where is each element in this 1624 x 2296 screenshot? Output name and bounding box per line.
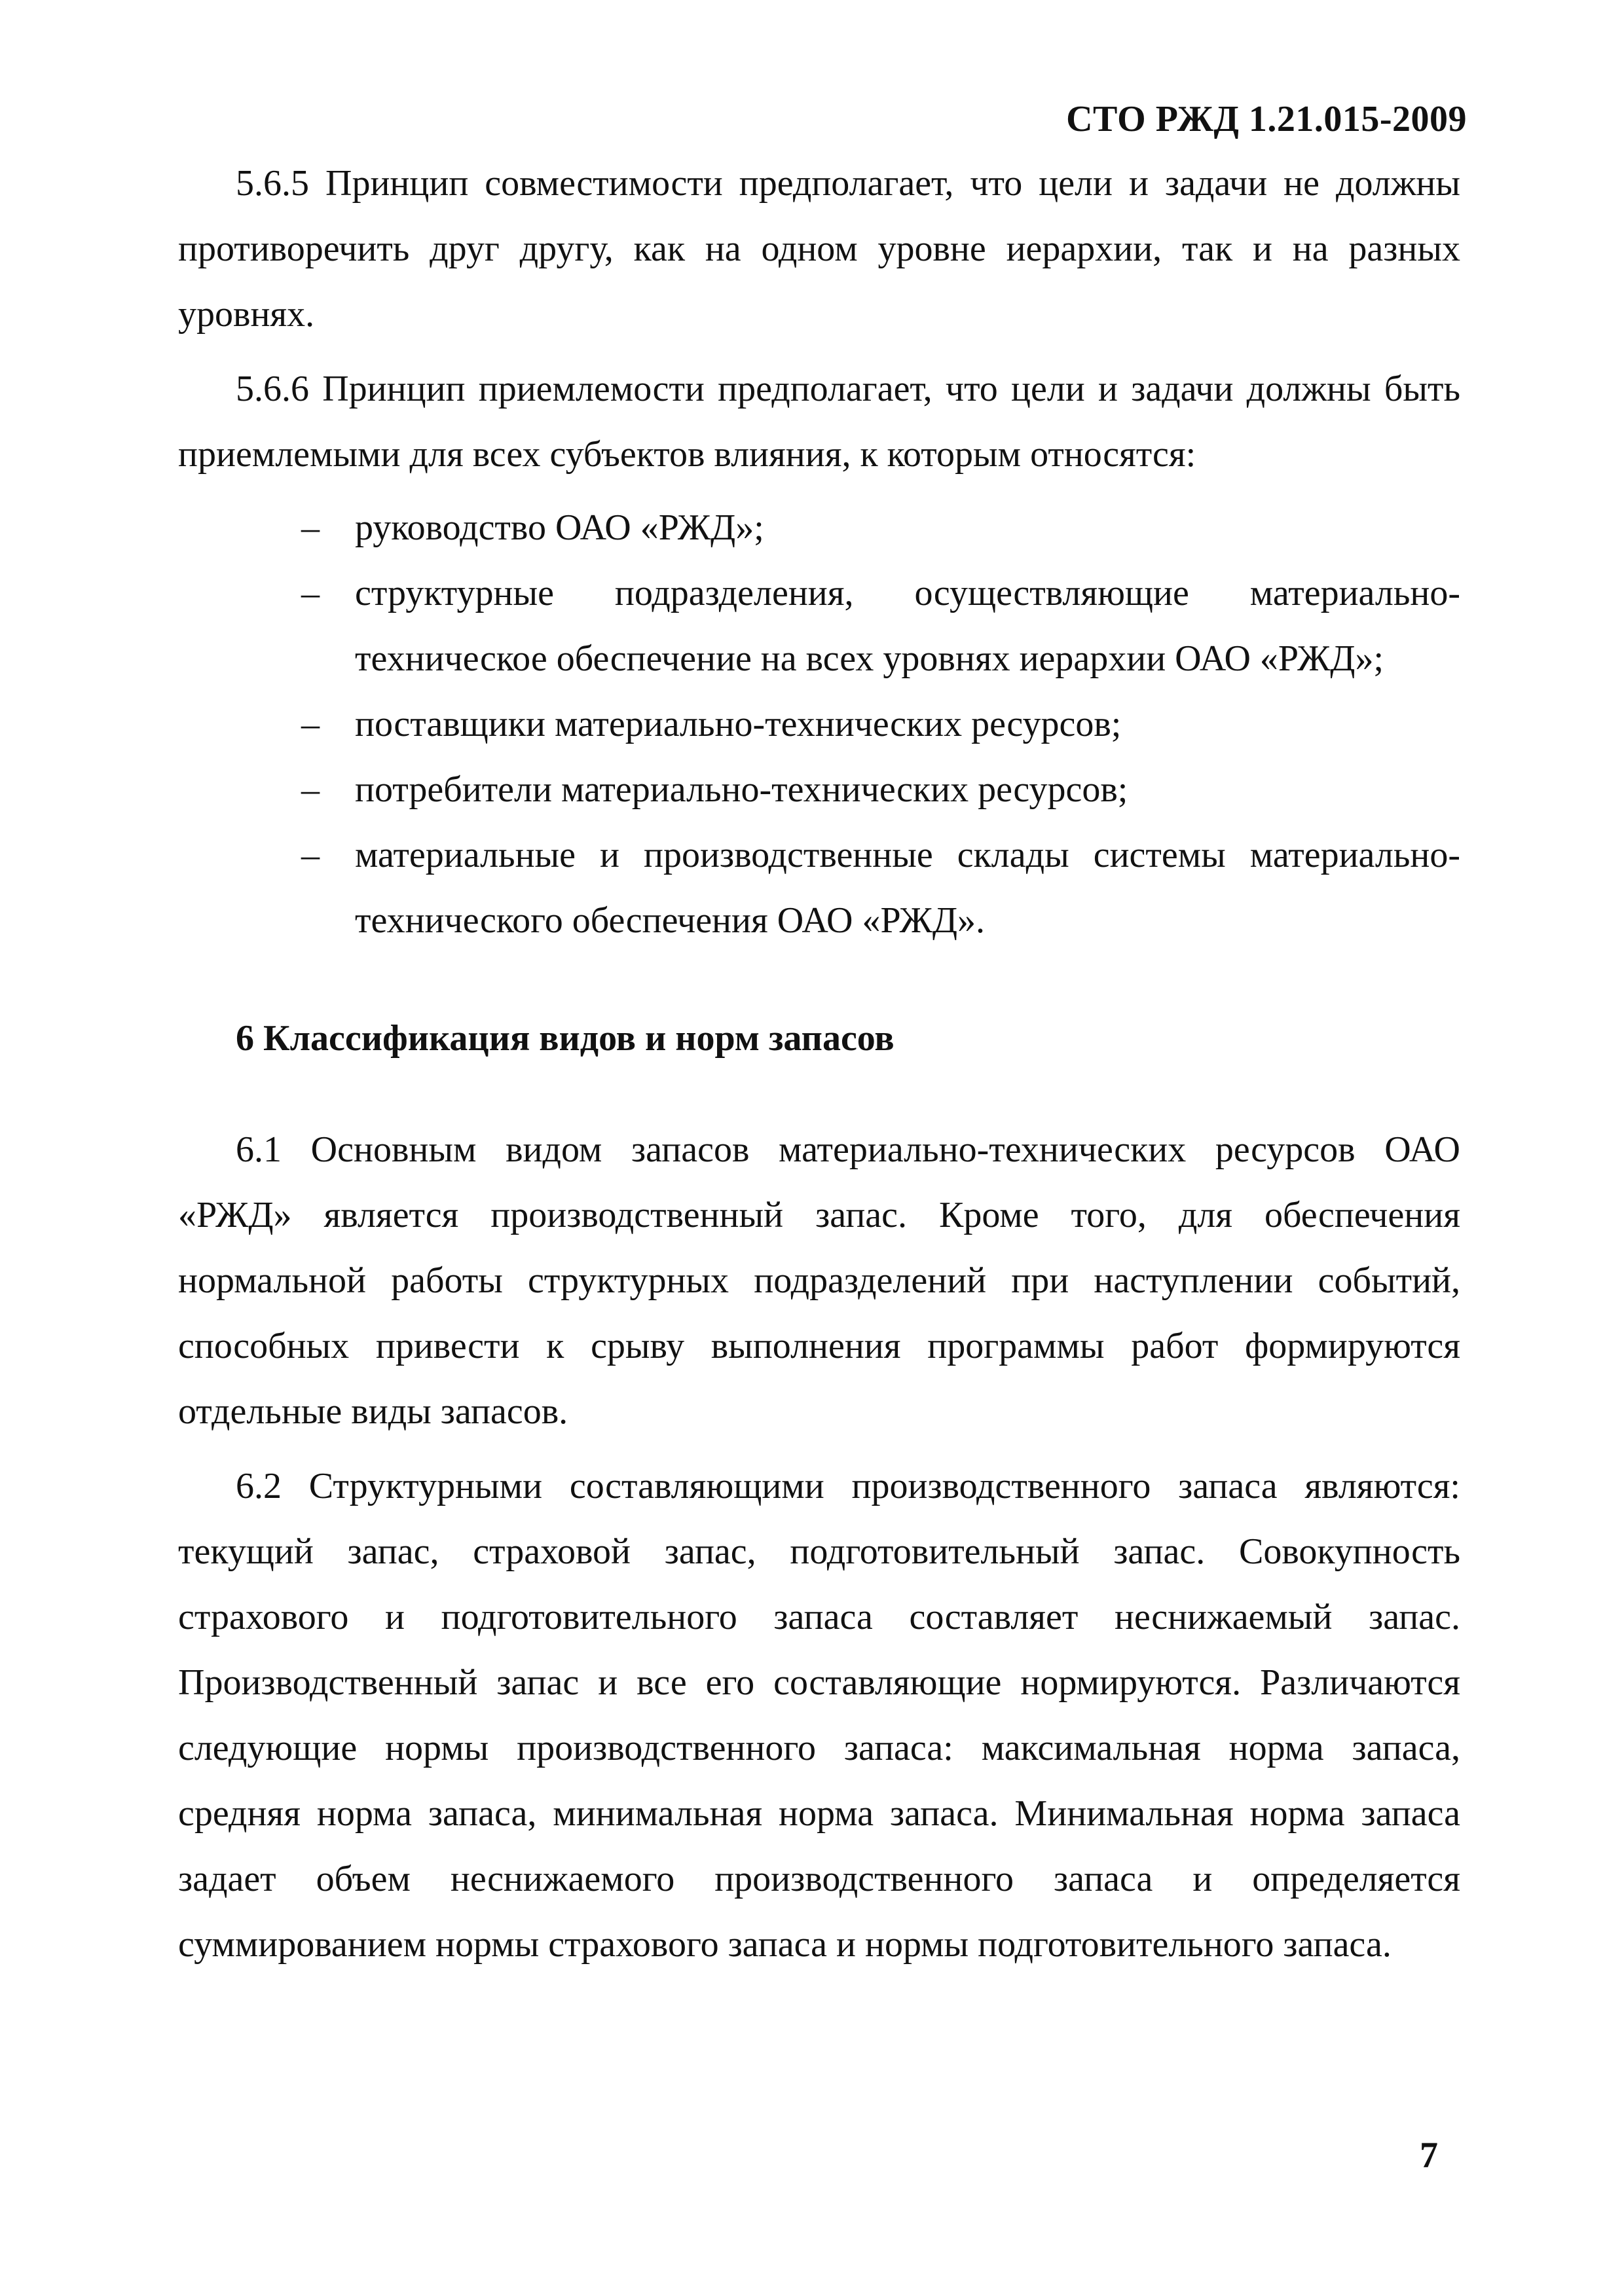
section-title: 6 Классификация видов и норм запасов: [236, 1018, 895, 1059]
document-code-header: СТО РЖД 1.21.015-2009: [1066, 99, 1467, 139]
influence-subjects-list: [178, 495, 1460, 953]
paragraph-6-2: 6.2 Структурными составляющими производственного запаса являются: текущий запас, страховой запас, подготовительный запас. Совокупность страхового и подготовительного запаса составляет неснижаемый запас. Производственный запас и все его составляющие нормируются. Различаются следующие нормы производственного запаса: максимальная норма запаса, средняя норма запаса, минимальная норма запаса. Минимальная норма запаса задает объем неснижаемого производственного запаса и определяется суммированием нормы страхового запаса и нормы подготовительного запаса.: [178, 1466, 1460, 1965]
list-item: [178, 691, 1460, 757]
dash-bullet: –: [301, 507, 320, 548]
list-item-text: структурные подразделения, осуществляющие материально-техническое обеспечение на всех уровнях иерархии ОАО «РЖД»;: [355, 573, 1460, 679]
paragraph-6-1: 6.1 Основным видом запасов материально-технических ресурсов ОАО «РЖД» является производственный запас. Кроме того, для обеспечения нормальной работы структурных подразделений при наступлении событий, способных привести к срыву выполнения программы работ формируются отдельные виды запасов.: [178, 1129, 1460, 1432]
list-item-text: материальные и производственные склады системы материально-технического обеспечения ОАО «РЖД».: [355, 835, 1460, 941]
list-item-text: поставщики материально-технических ресурсов;: [355, 704, 1122, 744]
list-item-text: руководство ОАО «РЖД»;: [355, 507, 764, 548]
list-item: [178, 757, 1460, 822]
page-number: 7: [1420, 2135, 1438, 2176]
paragraph-5-6-6: 5.6.6 Принцип приемлемости предполагает, что цели и задачи должны быть приемлемыми для всех субъектов влияния, к которым относятся:: [178, 369, 1460, 475]
list-item: [178, 822, 1460, 953]
document-body: [178, 151, 1460, 1977]
list-item: [178, 560, 1460, 691]
dash-bullet: –: [301, 573, 320, 613]
list-item-text: потребители материально-технических ресурсов;: [355, 769, 1128, 810]
dash-bullet: –: [301, 769, 320, 810]
paragraph-5-6-5: 5.6.5 Принцип совместимости предполагает, что цели и задачи не должны противоречить друг другу, как на одном уровне иерархии, так и на разных уровнях.: [178, 163, 1460, 335]
list-item: [178, 495, 1460, 560]
dash-bullet: –: [301, 835, 320, 875]
dash-bullet: –: [301, 704, 320, 744]
